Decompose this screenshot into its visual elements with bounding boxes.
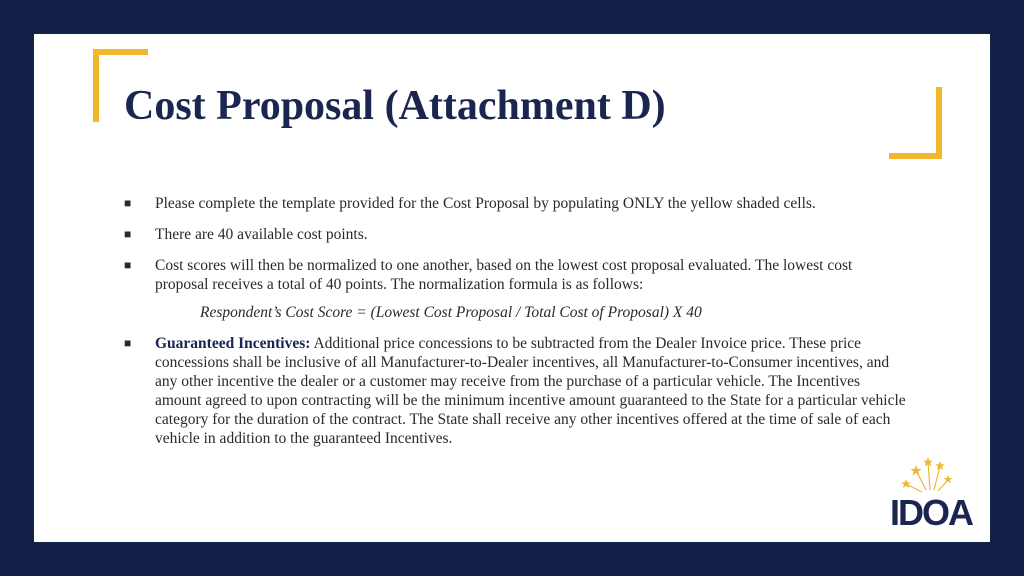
bullet-marker: ■ [124,227,132,241]
list-item [124,334,909,448]
bullet-marker: ■ [124,336,132,350]
corner-bracket-bottom-right-horizontal [889,153,942,159]
corner-bracket-bottom-right [936,87,942,159]
corner-bracket-top-left-horizontal [93,49,148,55]
bullet-text: Cost scores will then be normalized to one another, based on the lowest cost proposal evaluated. The lowest cost proposal receives a total of 40 points. The normalization formula is as follows: [155,257,853,293]
page-title: Cost Proposal (Attachment D) [124,83,666,129]
idoa-logo: IDOA [890,492,972,533]
list-item [124,194,909,213]
formula-text: Respondent’s Cost Score = (Lowest Cost Proposal / Total Cost of Proposal) X 40 [200,304,702,321]
bullet-heading: Guaranteed Incentives: [155,335,311,352]
bullet-marker: ■ [124,196,132,210]
list-item [124,256,909,294]
bullet-text: Please complete the template provided for the Cost Proposal by populating ONLY the yellow shaded cells. [155,195,816,212]
bullet-marker: ■ [124,258,132,272]
list-item [124,225,909,244]
bullet-text: There are 40 available cost points. [155,226,368,243]
bullet-list [124,194,909,448]
corner-bracket-top-left [93,49,99,122]
bullet-text: Additional price concessions to be subtracted from the Dealer Invoice price. These price concessions shall be inclusive of all Manufacturer-to-Dealer incentives, all Manufacturer-to-Consumer incentives, and any other incentive the dealer or a customer may receive from the purchase of a particular vehicle. The Incentives amount agreed to upon contracting will be the minimum incentive amount guaranteed to the State for a particular vehicle category for the duration of the contract. The State shall receive any other incentives offered at the time of sale of each vehicle in addition to the guaranteed Incentives. [155,335,906,447]
